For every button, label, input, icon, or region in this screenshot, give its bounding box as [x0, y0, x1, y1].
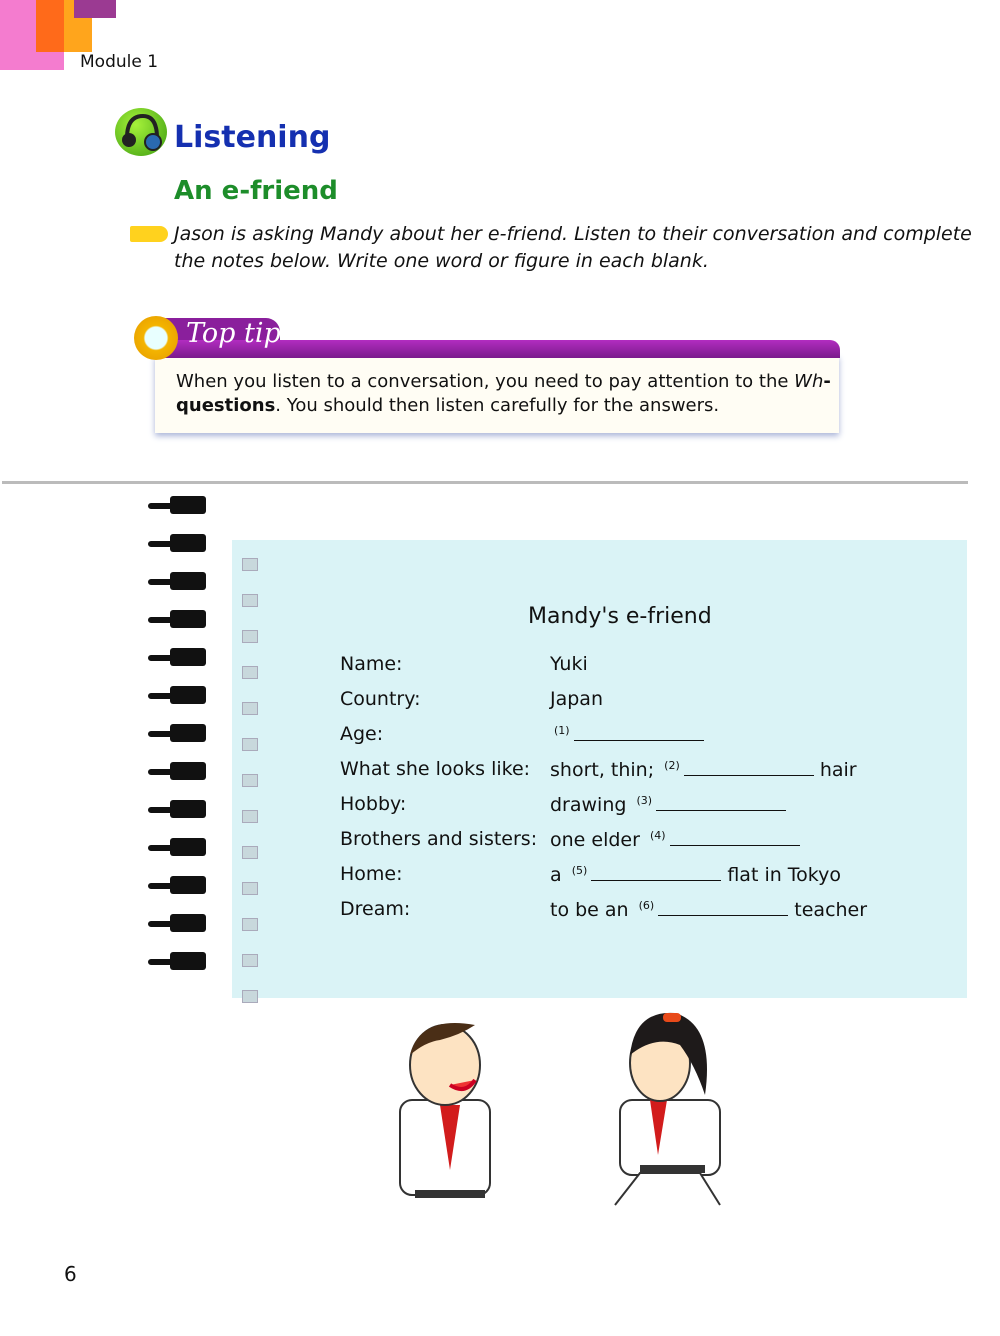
- blank-number: (3): [636, 793, 653, 807]
- spiral-ring: [148, 572, 206, 590]
- tip-bold: -questions: [176, 371, 831, 416]
- headphones-icon: [115, 108, 167, 156]
- row-value: [550, 863, 841, 886]
- row-label: Brothers and sisters:: [340, 828, 538, 850]
- perforation-tab: [242, 666, 258, 679]
- spiral-ring: [148, 610, 206, 628]
- row-label: Dream:: [340, 898, 411, 920]
- row-label: Home:: [340, 863, 403, 885]
- perforation-tab: [242, 630, 258, 643]
- tip-text-1: When you listen to a conversation, you need to pay attention to the: [176, 371, 795, 392]
- perforation-tab: [242, 918, 258, 931]
- spiral-ring: [148, 914, 206, 932]
- text-before-blank: a: [550, 864, 562, 886]
- spiral-ring: [148, 876, 206, 894]
- notes-row: [340, 863, 900, 893]
- row-value: [550, 653, 588, 675]
- row-value: [550, 688, 603, 710]
- row-label: Hobby:: [340, 793, 407, 815]
- notes-row: [340, 828, 900, 858]
- perforation-tab: [242, 810, 258, 823]
- spiral-ring: [148, 762, 206, 780]
- boy-illustration: [380, 1010, 510, 1210]
- perforation-tab: [242, 954, 258, 967]
- spiral-ring: [148, 534, 206, 552]
- answer-blank[interactable]: [574, 723, 704, 741]
- row-label: Name:: [340, 653, 403, 675]
- perforation-tab: [242, 990, 258, 1003]
- text-before-blank: to be an: [550, 899, 629, 921]
- row-value: [550, 723, 704, 746]
- notes-row: [340, 723, 900, 753]
- text-before-blank: drawing: [550, 794, 627, 816]
- answer-blank[interactable]: [591, 863, 721, 881]
- perforation-tab: [242, 702, 258, 715]
- text-after-blank: flat in Tokyo: [727, 864, 842, 886]
- row-label: Age:: [340, 723, 384, 745]
- text-before-blank: short, thin;: [550, 759, 655, 781]
- blank-number: (4): [649, 828, 666, 842]
- perforation-tab: [242, 594, 258, 607]
- top-tip-text: [176, 370, 836, 418]
- perforation-tab: [242, 738, 258, 751]
- blank-number: (1): [554, 723, 570, 737]
- page-number: 6: [64, 1262, 77, 1286]
- notes-row: [340, 793, 900, 823]
- instruction-text: Jason is asking Mandy about her e-friend. Listen to their conversation and complete the notes below. Write one word or figure in each blank.: [174, 223, 972, 272]
- perforation-tab: [242, 774, 258, 787]
- perforation-tab: [242, 846, 258, 859]
- row-label: What she looks like:: [340, 758, 531, 780]
- text-after-blank: teacher: [794, 899, 868, 921]
- section-subtitle: An e-friend: [174, 176, 338, 206]
- answer-blank[interactable]: [684, 758, 814, 776]
- notes-row: [340, 688, 900, 718]
- answer-blank[interactable]: [670, 828, 800, 846]
- answer-text: Yuki: [550, 653, 588, 675]
- tip-wh: Wh: [794, 371, 824, 392]
- answer-text: Japan: [550, 688, 603, 710]
- section-title: Listening: [174, 120, 331, 155]
- blank-number: (5): [571, 863, 588, 877]
- notes-row: [340, 898, 900, 928]
- spiral-ring: [148, 686, 206, 704]
- girl-illustration: [605, 1005, 735, 1210]
- notes-title: Mandy's e-friend: [528, 604, 712, 629]
- text-after-blank: hair: [819, 759, 857, 781]
- row-value: [550, 828, 800, 851]
- blank-number: (2): [664, 758, 680, 772]
- module-label: Module 1: [80, 52, 159, 72]
- decor-block-purple: [74, 0, 116, 18]
- lightbulb-icon: [134, 316, 178, 360]
- text-before-blank: one elder: [550, 829, 640, 851]
- row-value: [550, 758, 857, 781]
- top-tip-title: Top tip: [186, 318, 281, 349]
- perforation-tab: [242, 882, 258, 895]
- answer-blank[interactable]: [658, 898, 788, 916]
- row-value: [550, 793, 786, 816]
- notes-row: [340, 653, 900, 683]
- perforation-tab: [242, 558, 258, 571]
- answer-blank[interactable]: [656, 793, 786, 811]
- instruction-marker: [130, 226, 168, 242]
- spiral-ring: [148, 952, 206, 970]
- tip-text-2: . You should then listen carefully for the answers.: [275, 395, 720, 416]
- row-label: Country:: [340, 688, 421, 710]
- spiral-ring: [148, 838, 206, 856]
- spiral-ring: [148, 648, 206, 666]
- spiral-ring: [148, 496, 206, 514]
- spiral-ring: [148, 724, 206, 742]
- row-value: [550, 898, 867, 921]
- notes-row: [340, 758, 900, 788]
- spiral-ring: [148, 800, 206, 818]
- blank-number: (6): [638, 898, 655, 912]
